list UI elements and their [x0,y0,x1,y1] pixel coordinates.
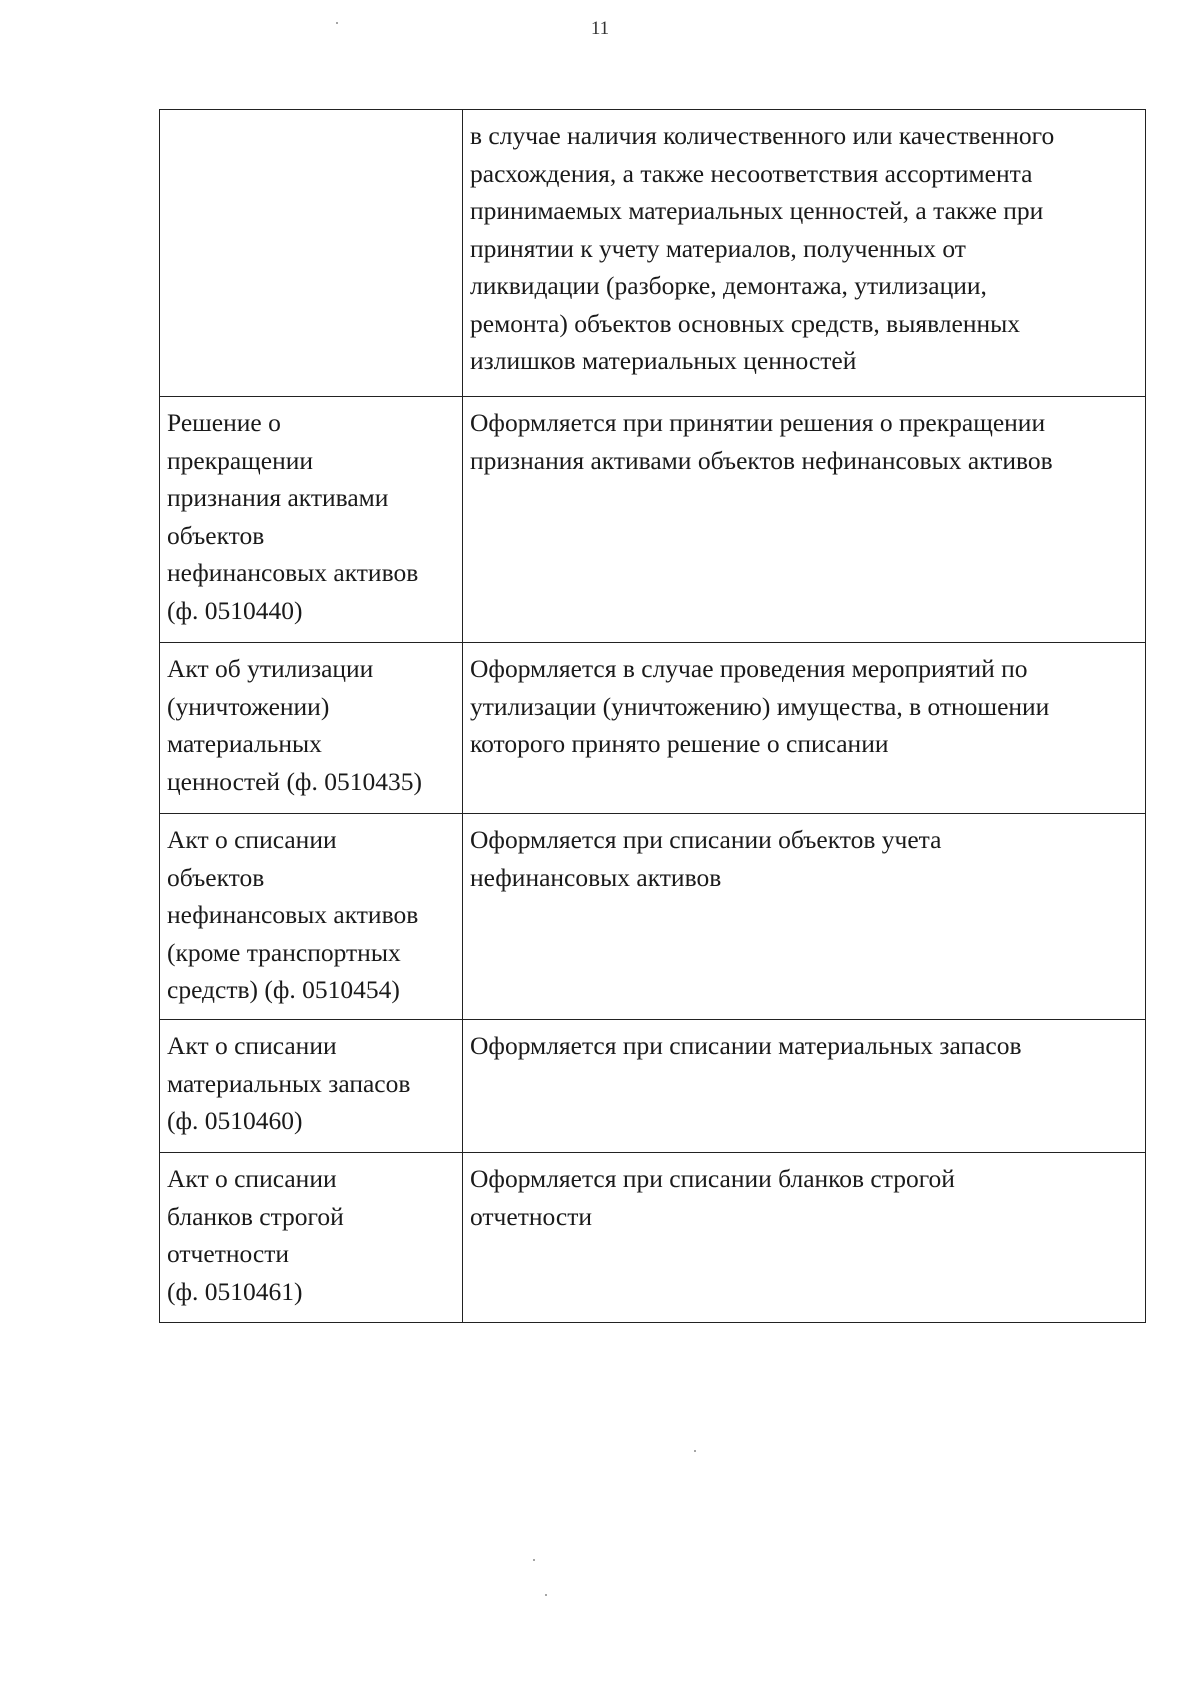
document-name-cell [160,814,463,1020]
document-name-cell [160,110,463,397]
document-description: Оформляется при списании объектов учета нефинансовых активов [470,825,942,892]
document-name-cell [160,1153,463,1323]
scan-speck [533,1559,535,1561]
scan-speck [694,1450,696,1452]
document-name-cell [160,1020,463,1153]
table-row [160,1020,1146,1153]
table-row [160,397,1146,643]
document-name: Акт о списании объектов нефинансовых активов (кроме транспортных средств) (ф. 0510454) [167,825,419,1004]
document-table [159,109,1146,1323]
document-description-cell [463,643,1146,814]
table-row [160,814,1146,1020]
page-number: 11 [590,18,610,39]
scan-speck [336,22,338,24]
document-name-cell [160,643,463,814]
document-description: Оформляется при списании материальных запасов [470,1031,1022,1060]
document-name: Акт об утилизации (уничтожении) материальных ценностей (ф. 0510435) [167,654,422,796]
document-description-cell [463,1020,1146,1153]
document-description: Оформляется при списании бланков строгой отчетности [470,1164,955,1231]
table-row [160,643,1146,814]
document-description-cell [463,110,1146,397]
document-description: Оформляется в случае проведения мероприятий по утилизации (уничтожению) имущества, в отношении которого принято решение о списании [470,654,1050,758]
document-name: Акт о списании бланков строгой отчетности (ф. 0510461) [167,1164,344,1306]
document-description-cell [463,814,1146,1020]
document-name: Акт о списании материальных запасов (ф. 0510460) [167,1031,411,1135]
scan-speck [545,1594,547,1596]
document-description-cell [463,1153,1146,1323]
document-description: Оформляется при принятии решения о прекращении признания активами объектов нефинансовых активов [470,408,1053,475]
document-name: Решение о прекращении признания активами объектов нефинансовых активов (ф. 0510440) [167,408,419,625]
table-row [160,1153,1146,1323]
document-description: в случае наличия количественного или качественного расхождения, а также несоответствия ассортимента принимаемых материальных ценностей, а также при принятии к учету материалов, полученных от ликвидации (разборке, демонтажа, утилизации, ремонта) объектов основных средств, выявленных излишков материальных ценностей [470,121,1055,375]
document-name-cell [160,397,463,643]
table-row [160,110,1146,397]
document-description-cell [463,397,1146,643]
